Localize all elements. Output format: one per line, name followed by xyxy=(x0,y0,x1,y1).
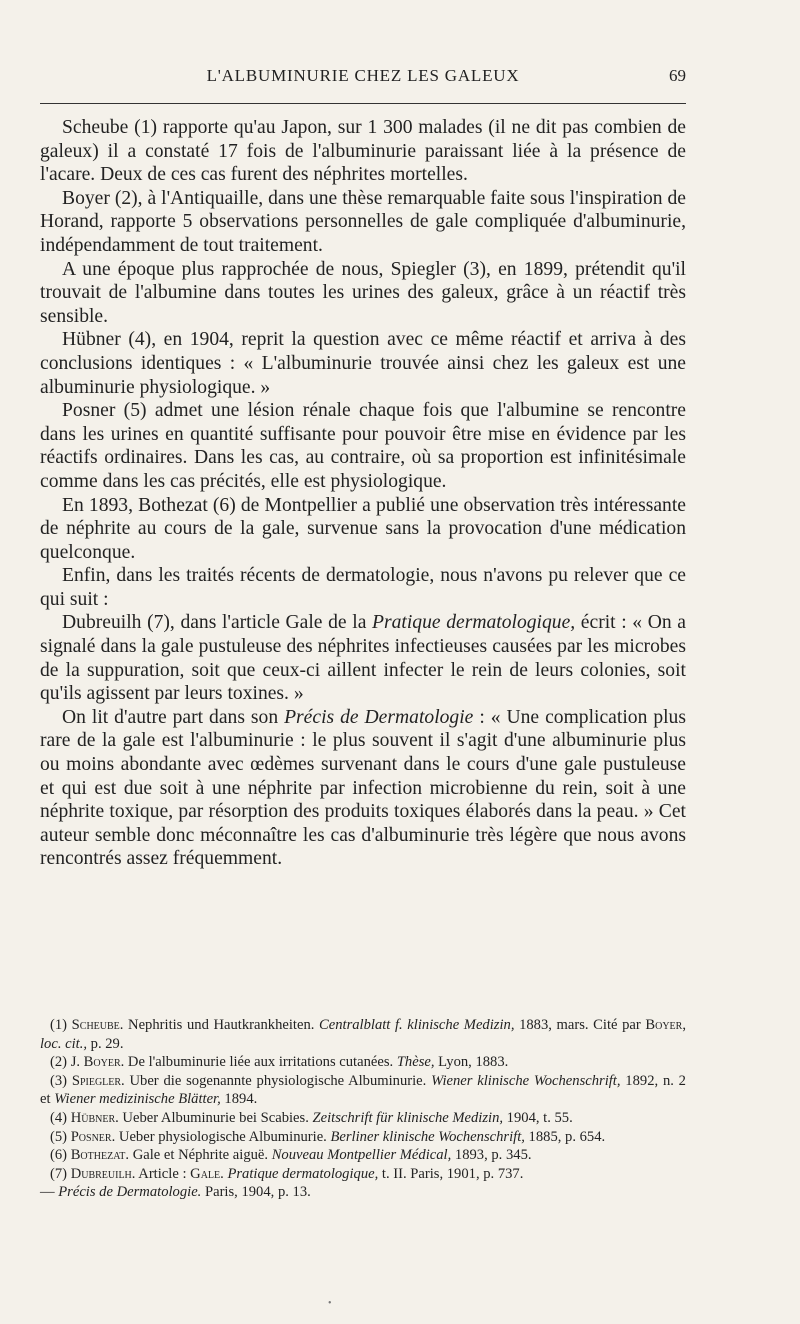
header-rule xyxy=(40,103,686,104)
footnote-5: (5) Posner. Ueber physiologische Albuminurie. Berliner klinische Wochenschrift, 1885, p. 654. xyxy=(50,1128,606,1145)
paragraph-posner: Posner (5) admet une lésion rénale chaque fois que l'albumine se rencontre dans les urines en quantité suffisante pour pouvoir être mise en évidence par les réactifs ordinaires. Dans les cas, au contraire, où sa proportion est infinitésimale comme dans les cas précités, elle est physiologique. xyxy=(40,400,686,492)
paragraph-spiegler: A une époque plus rapprochée de nous, Spiegler (3), en 1899, prétendit qu'il trouvait de l'albumine dans toutes les urines des galeux, grâce à un réactif très sensible. xyxy=(40,258,686,327)
running-title: L'ALBUMINURIE CHEZ LES GALEUX xyxy=(206,66,520,85)
footnote-2: (2) J. Boyer. De l'albuminurie liée aux irritations cutanées. Thèse, Lyon, 1883. xyxy=(50,1054,509,1071)
page-number: 69 xyxy=(669,66,686,85)
footnote-7-continuation: — Précis de Dermatologie. Paris, 1904, p. 13. xyxy=(40,1184,311,1201)
paragraph-enfin: Enfin, dans les traités récents de dermatologie, nous n'avons pu relever que ce qui suit : xyxy=(40,565,686,610)
footnote-3: (3) Spiegler. Uber die sogenannte physiologische Albuminurie. Wiener klinische Wochenschrift, 1892, n. 2 et Wiener medizinische Blätter, 1894. xyxy=(40,1072,686,1108)
paragraph-precis: On lit d'autre part dans son Précis de Dermatologie : « Une complication plus rare de la gale est l'albuminurie : le plus souvent il s'agit d'une albuminurie plus ou moins abondante avec œdèmes survenant dans le cours d'une gale pustuleuse et qui est due soit à une néphrite par infection microbienne du rein, soit à une néphrite toxique, par résorption des produits toxiques élaborés dans la peau. » Cet auteur semble donc méconnaître les cas d'albuminurie très légère que nous avons rencontrés assez fréquemment. xyxy=(40,706,686,870)
paragraph-dubreuilh: Dubreuilh (7), dans l'article Gale de la Pratique dermatologique, écrit : « On a signalé dans la gale pustuleuse des néphrites infectieuses causées par les microbes de la suppuration, soit que ceux-ci aillent infecter le rein de leurs colonies, soit qu'ils agissent par leurs toxines. » xyxy=(40,612,686,705)
page-header xyxy=(40,58,686,88)
title-pratique: Pratique dermatologique, xyxy=(372,612,576,634)
title-precis: Précis de Dermatologie xyxy=(284,706,474,728)
body-text xyxy=(40,116,686,871)
paragraph-bothezat: En 1893, Bothezat (6) de Montpellier a publié une observation très intéressante de néphrite au cours de la gale, survenue sans la provocation d'une médication quelconque. xyxy=(40,494,686,563)
footnote-4: (4) Hübner. Ueber Albuminurie bei Scabies. Zeitschrift für klinische Medizin, 1904, t. 55. xyxy=(50,1109,573,1126)
footnotes xyxy=(40,1016,686,1202)
footnote-6: (6) Bothezat. Gale et Néphrite aiguë. Nouveau Montpellier Médical, 1893, p. 345. xyxy=(50,1147,532,1164)
paragraph-hubner: Hübner (4), en 1904, reprit la question avec ce même réactif et arriva à des conclusions identiques : « L'albuminurie trouvée ainsi chez les galeux est une albuminurie physiologique. » xyxy=(40,329,686,398)
footnote-7: (7) Dubreuilh. Article : Gale. Pratique dermatologique, t. II. Paris, 1901, p. 737. xyxy=(50,1165,524,1182)
paragraph-scheube: Scheube (1) rapporte qu'au Japon, sur 1 300 malades (il ne dit pas combien de galeux) il a constaté 17 fois de l'albuminurie paraissant liée à la présence de l'acare. Deux de ces cas furent des néphrites mortelles. xyxy=(40,117,686,186)
stray-ink-mark: • xyxy=(328,1298,332,1309)
paragraph-boyer: Boyer (2), à l'Antiquaille, dans une thèse remarquable faite sous l'inspiration de Horand, rapporte 5 observations personnelles de gale compliquée d'albuminurie, indépendamment de tout traitement. xyxy=(40,187,686,256)
footnote-1: (1) Scheube. Nephritis und Hautkrankheiten. Centralblatt f. klinische Medizin, 1883, mars. Cité par Boyer, loc. cit., p. 29. xyxy=(40,1017,686,1052)
